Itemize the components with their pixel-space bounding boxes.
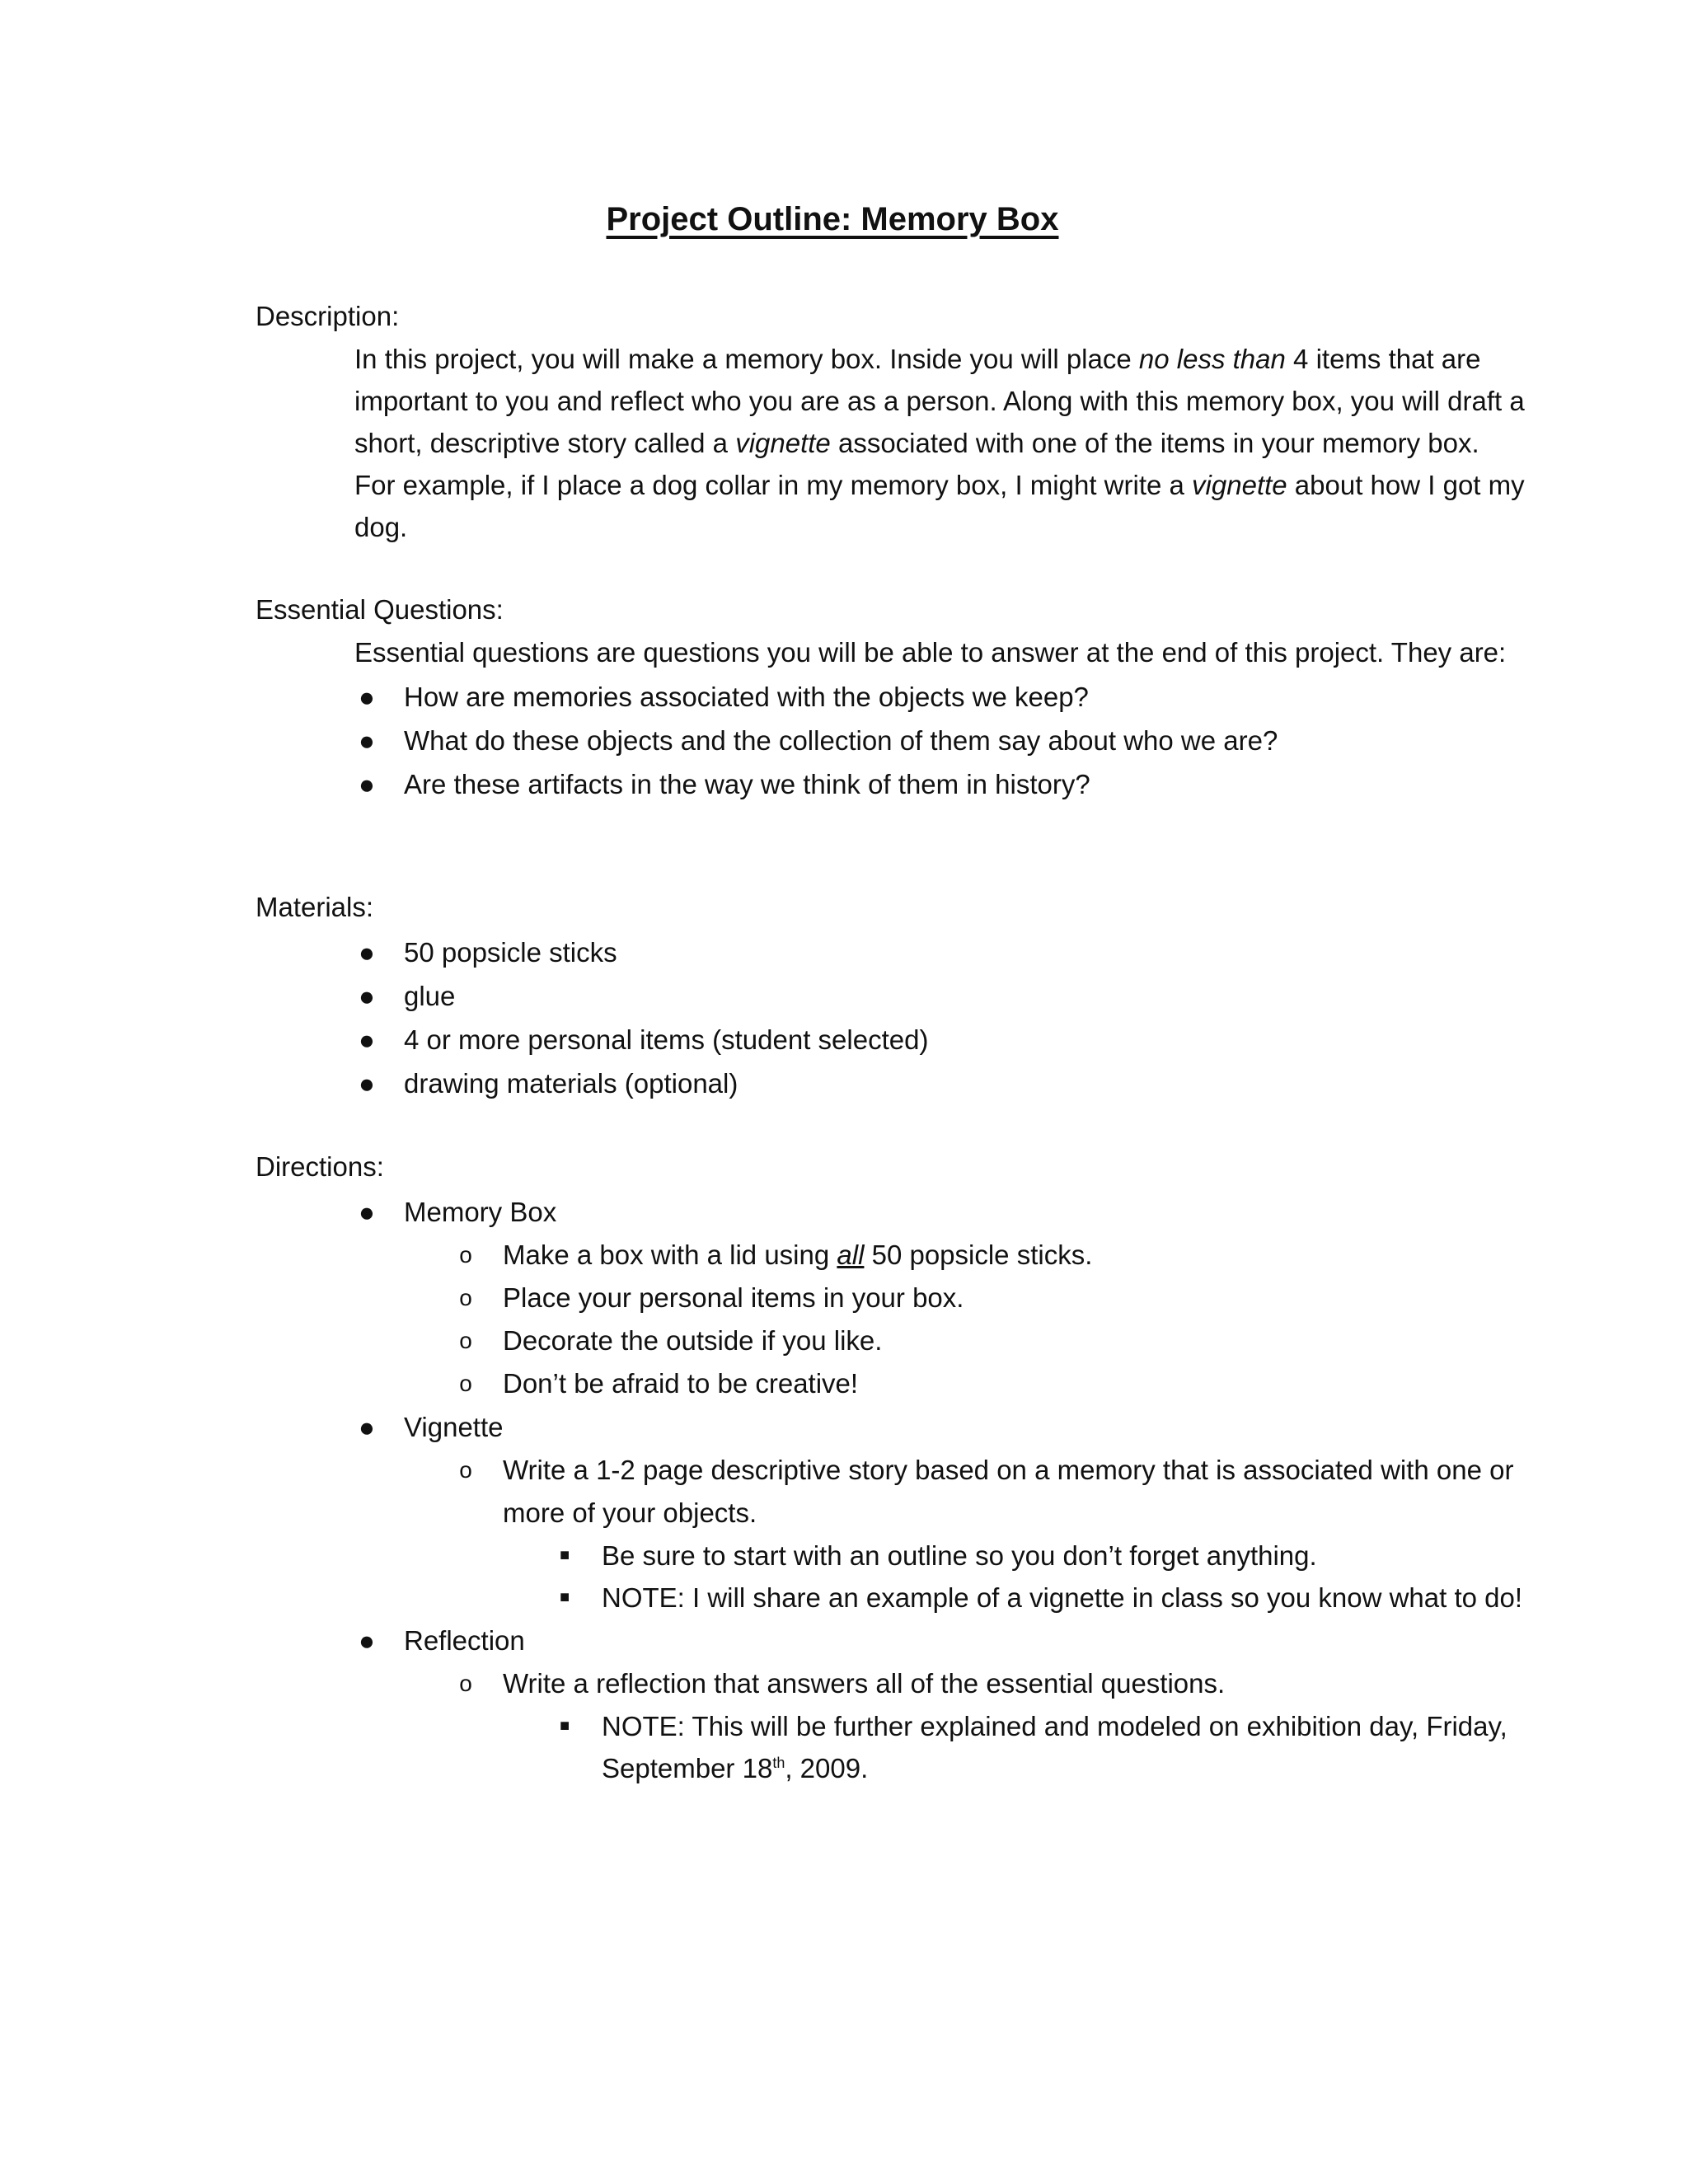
list-item-vignette: ● Vignette o Write a 1-2 page descriptive story based on a memory that is associated with one or more of your objects. ■ Be sure to start with an outline so you don’t forget anything. ■ NOTE: I will share an example of a vignette in class so you know what to do! [256,1405,1533,1619]
list-item: ■ NOTE: This will be further explained and modeled on exhibition day, Friday, September 18th, 2009. [503,1705,1533,1789]
materials-section [256,886,1533,1105]
essential-questions-list [256,675,1533,806]
vignette-notes [503,1535,1533,1619]
square-bullet-icon: ■ [559,1717,570,1735]
reflection-steps [404,1662,1533,1789]
list-item: o Write a reflection that answers all of the essential questions. ■ NOTE: This will be further explained and modeled on exhibition day, Friday, September 18th, 2009. [404,1662,1533,1789]
bullet-icon: ● [359,1412,375,1442]
list-item: o Write a 1-2 page descriptive story based on a memory that is associated with one or more of your objects. ■ Be sure to start with an outline so you don’t forget anything. ■ NOTE: I will share an example of a vignette in class so you know what to do! [404,1449,1533,1619]
list-item: ● 4 or more personal items (student selected) [256,1018,1533,1062]
circle-bullet-icon: o [459,1328,472,1353]
list-item: o Place your personal items in your box. [404,1277,1533,1319]
description-text-3: associated with one of the items in your memory box. For example, if I place a dog collar in my memory box, I might write a [354,428,1479,500]
description-text-1: In this project, you will make a memory box. Inside you will place [354,344,1139,374]
circle-bullet-icon: o [459,1371,472,1396]
vignette-steps [404,1449,1533,1619]
list-item-reflection: ● Reflection o Write a reflection that answers all of the essential questions. ■ NOTE: This will be further explained and modeled on exhibition day, Friday, September 18th, 2009. [256,1619,1533,1789]
directions-list [256,1190,1533,1789]
materials-label: Materials: [256,892,374,922]
bullet-icon: ● [359,1068,375,1099]
memory-box-steps [404,1234,1533,1405]
list-item: o Make a box with a lid using all 50 popsicle sticks. [404,1234,1533,1277]
bullet-icon: ● [359,725,375,756]
bullet-icon: ● [359,682,375,712]
bullet-icon: ● [359,1024,375,1055]
list-item: ● What do these objects and the collection of them say about who we are? [256,719,1533,762]
circle-bullet-icon: o [459,1242,472,1268]
description-emphasis-3: vignette [1192,470,1287,500]
essential-questions-intro: Essential questions are questions you will be able to answer at the end of this project. They are: [354,637,1507,668]
list-item: ● Are these artifacts in the way we think of them in history? [256,762,1533,806]
description-paragraph [354,338,1525,548]
bullet-icon: ● [359,1197,375,1227]
bullet-icon: ● [359,1625,375,1656]
list-item: ● glue [256,974,1533,1018]
square-bullet-icon: ■ [559,1546,570,1564]
directions-label: Directions: [256,1151,384,1182]
list-item: ■ NOTE: I will share an example of a vignette in class so you know what to do! [503,1577,1533,1619]
square-bullet-icon: ■ [559,1588,570,1606]
circle-bullet-icon: o [459,1285,472,1310]
materials-list [256,930,1533,1105]
description-text-2: 4 items that are important to you and reflect who you are as a person. Along with this memory box, you will draft a short, descriptive story called a [354,344,1525,458]
list-item: ■ Be sure to start with an outline so you don’t forget anything. [503,1535,1533,1577]
bullet-icon: ● [359,937,375,968]
list-item: ● drawing materials (optional) [256,1062,1533,1105]
list-item: ● 50 popsicle sticks [256,930,1533,974]
circle-bullet-icon: o [459,1671,472,1696]
description-label: Description: [256,301,400,331]
directions-section [256,1146,1533,1789]
description-text-4: about how I got my dog. [354,470,1525,542]
description-section [256,295,1533,548]
list-item: o Decorate the outside if you like. [404,1319,1533,1362]
bullet-icon: ● [359,981,375,1011]
essential-questions-label: Essential Questions: [256,594,504,625]
list-item-memory-box: ● Memory Box o Make a box with a lid using all 50 popsicle sticks. o Place your personal items in your box. o Decorate the outside if you like. o Don’t be afraid to be creative! [256,1190,1533,1405]
essential-questions-section [256,588,1533,806]
description-emphasis-1: no less than [1138,344,1286,374]
description-emphasis-2: vignette [735,428,831,458]
bullet-icon: ● [359,769,375,799]
list-item: o Don’t be afraid to be creative! [404,1362,1533,1405]
reflection-notes [503,1705,1533,1789]
circle-bullet-icon: o [459,1457,472,1483]
page-title: Project Outline: Memory Box [606,201,1059,237]
list-item: ● How are memories associated with the objects we keep? [256,675,1533,719]
